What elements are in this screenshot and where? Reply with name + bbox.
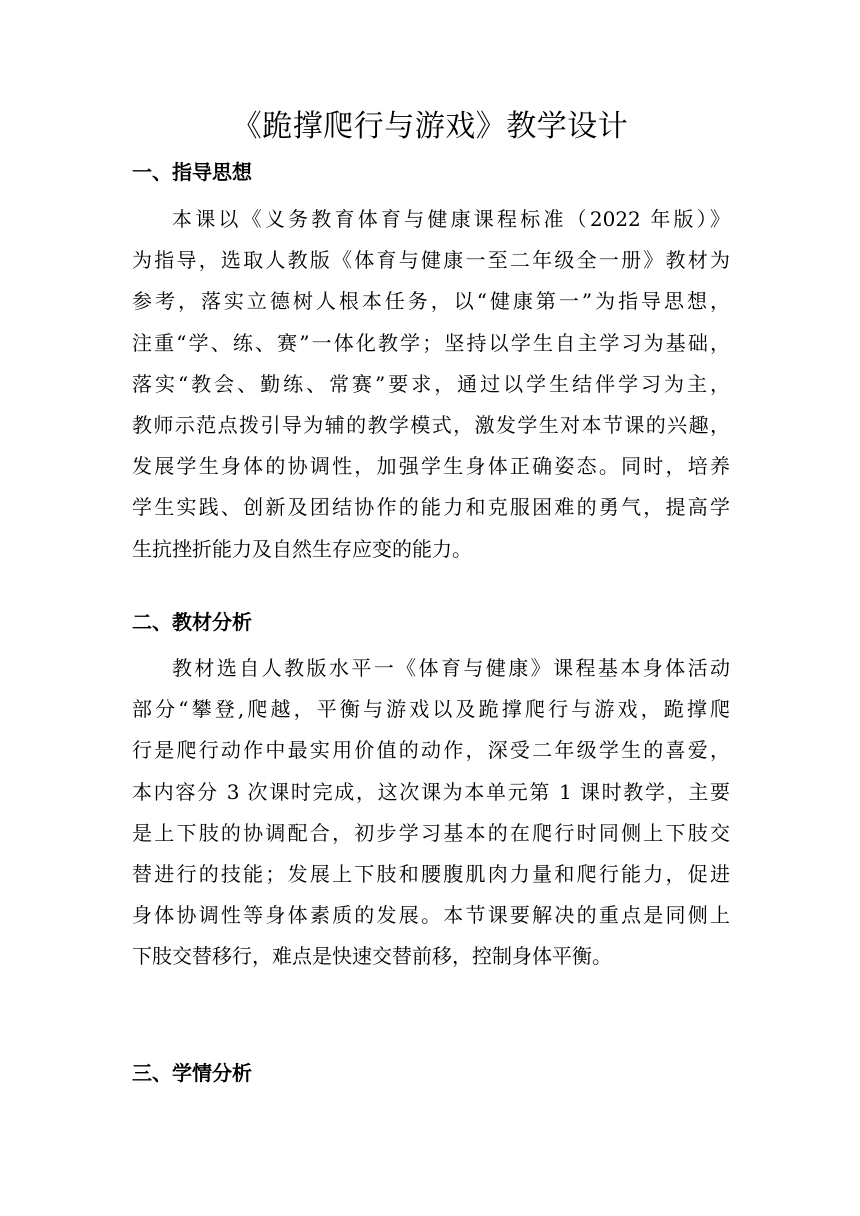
paragraph-line: 学生实践、创新及团结协作的能力和克服困难的勇气，提高学 bbox=[132, 495, 730, 520]
paragraph-line: 下肢交替移行，难点是快速交替前移，控制身体平衡。 bbox=[132, 944, 612, 969]
paragraph-line: 本内容分 3 次课时完成，这次课为本单元第 1 课时教学，主要 bbox=[132, 779, 730, 804]
paragraph-line: 本课以《义务教育体育与健康课程标准（2022 年版）》 bbox=[172, 207, 730, 231]
paragraph-line: 替进行的技能；发展上下肢和腰腹肌肉力量和爬行能力，促进 bbox=[132, 862, 730, 887]
paragraph-line: 教师示范点拨引导为辅的教学模式，激发学生对本节课的兴趣， bbox=[132, 413, 730, 438]
paragraph-line: 注重“学、练、赛”一体化教学；坚持以学生自主学习为基础， bbox=[132, 330, 730, 355]
section-heading-material-analysis: 二、教材分析 bbox=[132, 610, 252, 634]
paragraph-line: 落实“教会、勤练、常赛”要求，通过以学生结伴学习为主， bbox=[132, 371, 730, 396]
section-heading-guiding-ideology: 一、指导思想 bbox=[132, 160, 252, 184]
document-title: 《跪撑爬行与游戏》教学设计 bbox=[231, 109, 629, 144]
section-heading-student-analysis: 三、学情分析 bbox=[132, 1061, 252, 1085]
section-paragraph-material-analysis bbox=[132, 648, 730, 978]
paragraph-line: 身体协调性等身体素质的发展。本节课要解决的重点是同侧上 bbox=[132, 903, 730, 928]
paragraph-line: 部分“攀登,爬越，平衡与游戏以及跪撑爬行与游戏，跪撑爬 bbox=[132, 697, 730, 722]
paragraph-line: 行是爬行动作中最实用价值的动作，深受二年级学生的喜爱， bbox=[132, 738, 730, 763]
paragraph-line: 生抗挫折能力及自然生存应变的能力。 bbox=[132, 536, 472, 561]
paragraph-line: 参考，落实立德树人根本任务，以“健康第一”为指导思想， bbox=[132, 289, 730, 314]
section-paragraph-guiding-ideology bbox=[132, 199, 730, 570]
paragraph-line: 教材选自人教版水平一《体育与健康》课程基本身体活动 bbox=[172, 656, 730, 680]
paragraph-line: 为指导，选取人教版《体育与健康一至二年级全一册》教材为 bbox=[132, 248, 730, 273]
paragraph-line: 发展学生身体的协调性，加强学生身体正确姿态。同时，培养 bbox=[132, 454, 730, 479]
paragraph-line: 是上下肢的协调配合，初步学习基本的在爬行时同侧上下肢交 bbox=[132, 820, 730, 845]
